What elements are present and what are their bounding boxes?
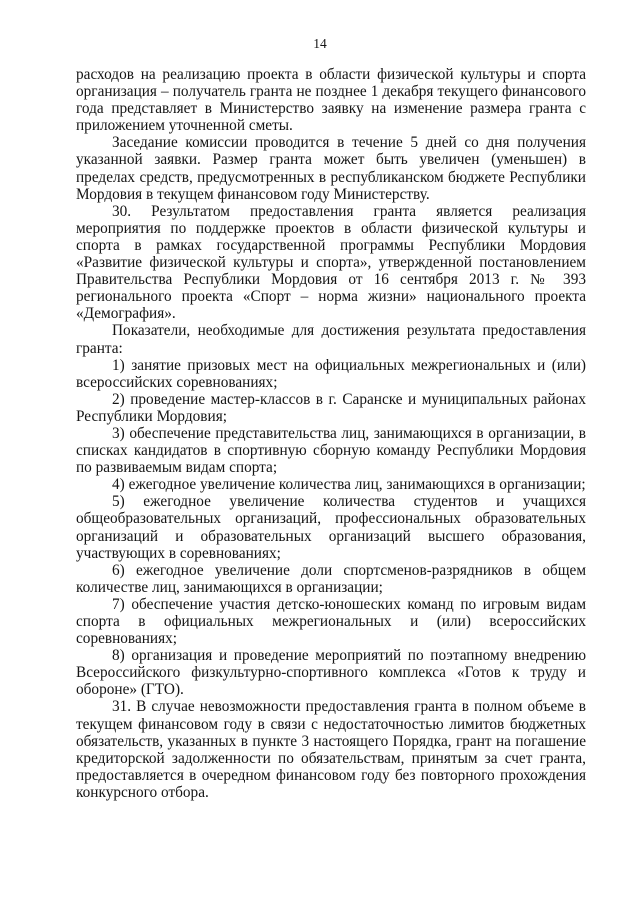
indicator-item-4: 4) ежегодное увеличение количества лиц, занимающихся в организации; (112, 476, 586, 494)
indicator-item-7: 7) обеспечение участия детско-юношеских команд по игровым видам спорта в официальных межрегиональных и (или) всероссийских соревнованиях; (76, 595, 586, 648)
indicator-item-8: 8) организация и проведение мероприятий по поэтапному внедрению Всероссийского физкультурно-спортивного комплекса «Готов к труду и обороне» (ГТО). (76, 647, 586, 699)
paragraph-indicators-intro: Показатели, необходимые для достижения результата предоставления гранта: (76, 322, 586, 357)
indicator-item-2: 2) проведение мастер-классов в г. Саранске и муниципальных районах Республики Мордовия; (76, 390, 586, 425)
paragraph-31-insufficient-limits: 31. В случае невозможности предоставления гранта в полном объеме в текущем финансовом году в связи с недостаточностью лимитов бюджетных обязательств, указанных в пункте 3 настоящего Порядка, грант на погашение кредиторской задолженности по обязательствам, принятым за счет гранта, предоставляется в очередном финансовом году без повторного прохождения конкурсного отбора. (76, 698, 586, 801)
paragraph-commission-meeting: Заседание комиссии проводится в течение 5 дней со дня получения указанной заявки. Размер гранта может быть увеличен (уменьшен) в пределах средств, предусмотренных в республиканском бюджете Республики Мордовия в текущем финансовом году Министерству. (76, 134, 586, 203)
indicator-item-1: 1) занятие призовых мест на официальных межрегиональных и (или) всероссийских соревнованиях; (76, 356, 586, 391)
indicator-item-5: 5) ежегодное увеличение количества студентов и учащихся общеобразовательных организаций, профессиональных образовательных организаций и образовательных организаций высшего образования, участвующих в соревнованиях; (76, 493, 586, 562)
document-body (76, 66, 586, 801)
paragraph-continuation: расходов на реализацию проекта в области физической культуры и спорта организация – получатель гранта не позднее 1 декабря текущего финансового года представляет в Министерство заявку на изменение размера гранта с приложением уточненной сметы. (76, 66, 586, 135)
paragraph-30-result: 30. Результатом предоставления гранта является реализация мероприятия по поддержке проектов в области физической культуры и спорта в рамках государственной программы Республики Мордовия «Развитие физической культуры и спорта», утвержденной постановлением Правительства Республики Мордовия от 16 сентября 2013 г. № 393 регионального проекта «Спорт – норма жизни» национального проекта «Демография». (76, 202, 586, 323)
indicator-item-3: 3) обеспечение представительства лиц, занимающихся в организации, в списках кандидатов в спортивную сборную команду Республики Мордовия по развиваемым видам спорта; (76, 424, 586, 477)
indicator-item-6: 6) ежегодное увеличение доли спортсменов-разрядников в общем количестве лиц, занимающихся в организации; (76, 561, 586, 596)
page-number: 14 (313, 36, 327, 51)
